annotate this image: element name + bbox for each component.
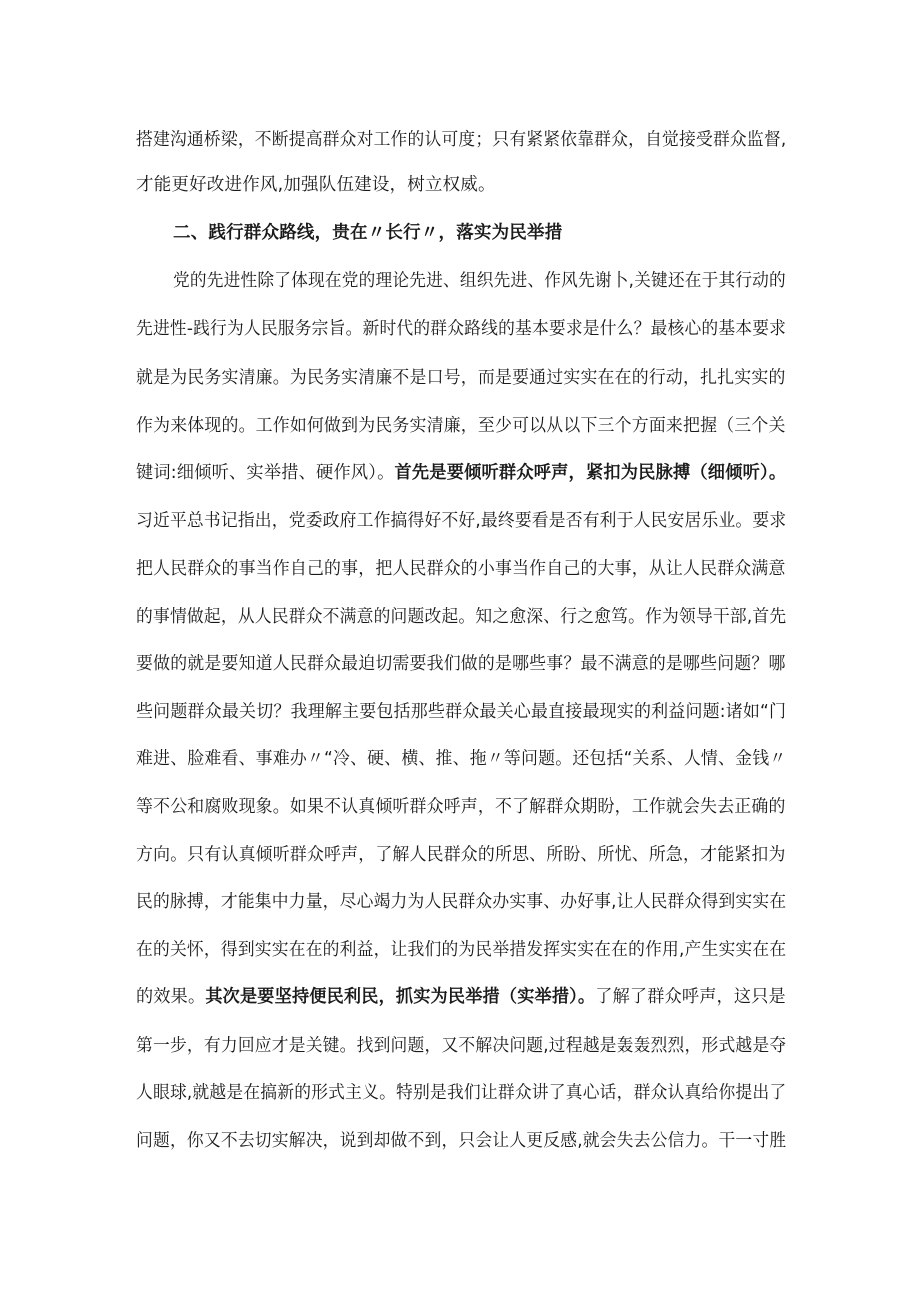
paragraph-line <box>136 605 786 629</box>
paragraph-line <box>136 843 786 867</box>
paragraph-line <box>136 747 786 771</box>
text-run: 先进性-践行为人民服务宗旨。新时代的群众路线的基本要求是什么？最核心的基本要求 <box>136 319 787 339</box>
text-run: 键词:细倾听、实举措、硬作风）。 <box>136 463 395 483</box>
paragraph-line <box>136 1034 786 1058</box>
paragraph-line <box>136 317 786 341</box>
bold-text-run: 其次是要坚持便民利民，抓实为民举措（实举措）。 <box>205 987 596 1007</box>
paragraph-line <box>136 173 496 197</box>
text-run: 的效果。 <box>136 987 206 1007</box>
paragraph-line <box>173 269 786 293</box>
bold-text-run: 首先是要倾听群众呼声，紧扣为民脉搏（细倾听）。 <box>394 463 787 483</box>
paragraph-line <box>136 700 786 724</box>
paragraph-line <box>136 1081 786 1105</box>
text-run: 等不公和腐败现象。如果不认真倾听群众呼声，不了解群众期盼，工作就会失去正确的 <box>136 797 786 817</box>
paragraph-line <box>136 414 786 438</box>
text-run: 才能更好改进作风,加强队伍建设，树立权威。 <box>136 175 496 195</box>
paragraph-line <box>136 985 786 1009</box>
text-run: 民的脉搏，才能集中力量，尽心竭力为人民群众办实事、办好事,让人民群众得到实实在 <box>136 892 787 912</box>
paragraph-line <box>136 461 786 485</box>
text-run: 习近平总书记指出，党委政府工作搞得好不好,最终要看是否有利于人民安居乐业。要求 <box>136 511 787 531</box>
text-run: 方向。只有认真倾听群众呼声，了解人民群众的所思、所盼、所忧、所急，才能紧扣为 <box>136 845 786 865</box>
text-run: 就是为民务实清廉。为民务实清廉不是口号，而是要通过实实在在的行动，扎扎实实的 <box>136 368 786 388</box>
text-run: 要做的就是要知道人民群众最迫切需要我们做的是哪些事？最不满意的是哪些问题？哪 <box>136 654 786 674</box>
text-run: 作为来体现的。工作如何做到为民务实清廉，至少可以从以下三个方面来把握（三个关 <box>136 416 786 436</box>
text-run: 第一步，有力回应才是关键。找到问题，又不解决问题,过程越是轰轰烈烈，形式越是夺 <box>136 1036 787 1056</box>
paragraph-line <box>136 128 786 152</box>
text-run: 人眼球,就越是在搞新的形式主义。特别是我们让群众讲了真心话，群众认真给你提出了 <box>136 1083 787 1103</box>
paragraph-line <box>136 652 786 676</box>
heading-text: 二、践行群众路线，贵在〃长行〃，落实为民举措 <box>173 223 563 243</box>
text-run: 搭建沟通桥梁，不断提高群众对工作的认可度；只有紧紧依靠群众，自觉接受群众监督, <box>136 130 787 150</box>
paragraph-line <box>136 890 786 914</box>
paragraph-line <box>136 366 786 390</box>
paragraph-line <box>136 557 786 581</box>
text-run: 在的关怀，得到实实在在的利益，让我们的为民举措发挥实实在在的作用,产生实实在在 <box>136 940 787 960</box>
paragraph-line <box>136 938 786 962</box>
paragraph-line <box>136 795 786 819</box>
text-run: 了解了群众呼声，这只是 <box>595 987 786 1007</box>
text-run: 难进、脸难看、事难办〃“冷、硬、横、推、拖〃等问题。还包括“关系、人情、金钱〃 <box>136 749 787 769</box>
text-run: 的事情做起，从人民群众不满意的问题改起。知之愈深、行之愈笃。作为领导干部,首先 <box>136 607 787 627</box>
text-run: 党的先进性除了体现在党的理论先进、组织先进、作风先谢卜,关键还在于其行动的 <box>173 271 786 291</box>
text-run: 问题，你又不去切实解决，说到却做不到，只会让人更反感,就会失去公信力。干一寸胜 <box>136 1131 787 1151</box>
paragraph-line <box>136 1129 786 1153</box>
paragraph-line <box>136 509 786 533</box>
section-heading <box>173 221 562 245</box>
text-run: 些问题群众最关切？我理解主要包括那些群众最关心最直接最现实的利益问题:诸如“门 <box>136 702 787 722</box>
text-run: 把人民群众的事当作自己的事，把人民群众的小事当作自己的大事，从让人民群众满意 <box>136 559 786 579</box>
